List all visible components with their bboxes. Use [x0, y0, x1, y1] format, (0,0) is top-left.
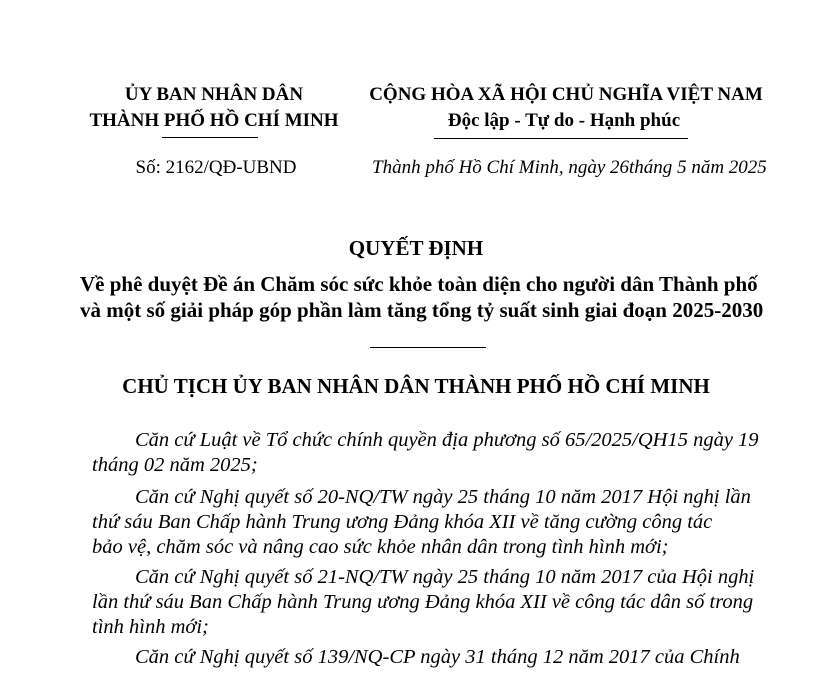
national-title: CỘNG HÒA XÃ HỘI CHỦ NGHĨA VIỆT NAM	[369, 84, 763, 105]
legal-basis-3-line2: lần thứ sáu Ban Chấp hành Trung ương Đảng khóa XII về công tác dân số trong	[92, 591, 754, 613]
legal-basis-2	[92, 485, 751, 560]
date-prefix: Thành phố Hồ Chí Minh, ngày	[372, 157, 611, 178]
legal-basis-1-line2: tháng 02 năm 2025;	[92, 454, 258, 476]
legal-basis-3-line1: Căn cứ Nghị quyết số 21-NQ/TW ngày 25 tháng 10 năm 2017 của Hội nghị	[135, 566, 755, 588]
legal-basis-3	[92, 565, 754, 640]
agency-name-line1: ỦY BAN NHÂN DÂN	[124, 84, 304, 105]
legal-basis-2-line3: bảo vệ, chăm sóc và nâng cao sức khỏe nhân dân trong tình hình mới;	[92, 536, 669, 558]
agency-underline	[162, 137, 258, 138]
date-month: 5	[677, 157, 687, 178]
title-separator	[370, 347, 486, 348]
legal-basis-2-line2: thứ sáu Ban Chấp hành Trung ương Đảng khóa XII về tăng cường công tác	[92, 511, 713, 533]
document-number: Số: 2162/QĐ-UBND	[135, 157, 297, 178]
legal-basis-2-line1: Căn cứ Nghị quyết số 20-NQ/TW ngày 25 tháng 10 năm 2017 Hội nghị lần	[135, 486, 751, 508]
legal-basis-3-line3: tình hình mới;	[92, 616, 209, 638]
legal-basis-4-line1: Căn cứ Nghị quyết số 139/NQ-CP ngày 31 tháng 12 năm 2017 của Chính	[135, 646, 740, 668]
date-year: năm 2025	[686, 157, 767, 178]
national-motto: Độc lập - Tự do - Hạnh phúc	[447, 110, 681, 131]
decision-subtitle-line1: Về phê duyệt Đề án Chăm sóc sức khỏe toàn diện cho người dân Thành phố	[80, 272, 758, 296]
motto-underline	[434, 138, 688, 139]
legal-basis-1-line1: Căn cứ Luật về Tổ chức chính quyền địa phương số 65/2025/QH15 ngày 19	[135, 429, 759, 451]
legal-basis-1	[92, 428, 759, 478]
decision-subtitle-line2: và một số giải pháp góp phần làm tăng tổng tỷ suất sinh giai đoạn 2025-2030	[80, 298, 764, 322]
date-month-label: tháng	[629, 157, 678, 178]
decision-title: QUYẾT ĐỊNH	[348, 236, 484, 260]
place-and-date	[372, 157, 767, 179]
agency-name-line2: THÀNH PHỐ HỒ CHÍ MINH	[89, 110, 339, 131]
legal-basis-4	[92, 645, 740, 670]
date-day: 26	[610, 157, 630, 178]
issuing-authority: CHỦ TỊCH ỦY BAN NHÂN DÂN THÀNH PHỐ HỒ CHÍ MINH	[122, 374, 710, 398]
